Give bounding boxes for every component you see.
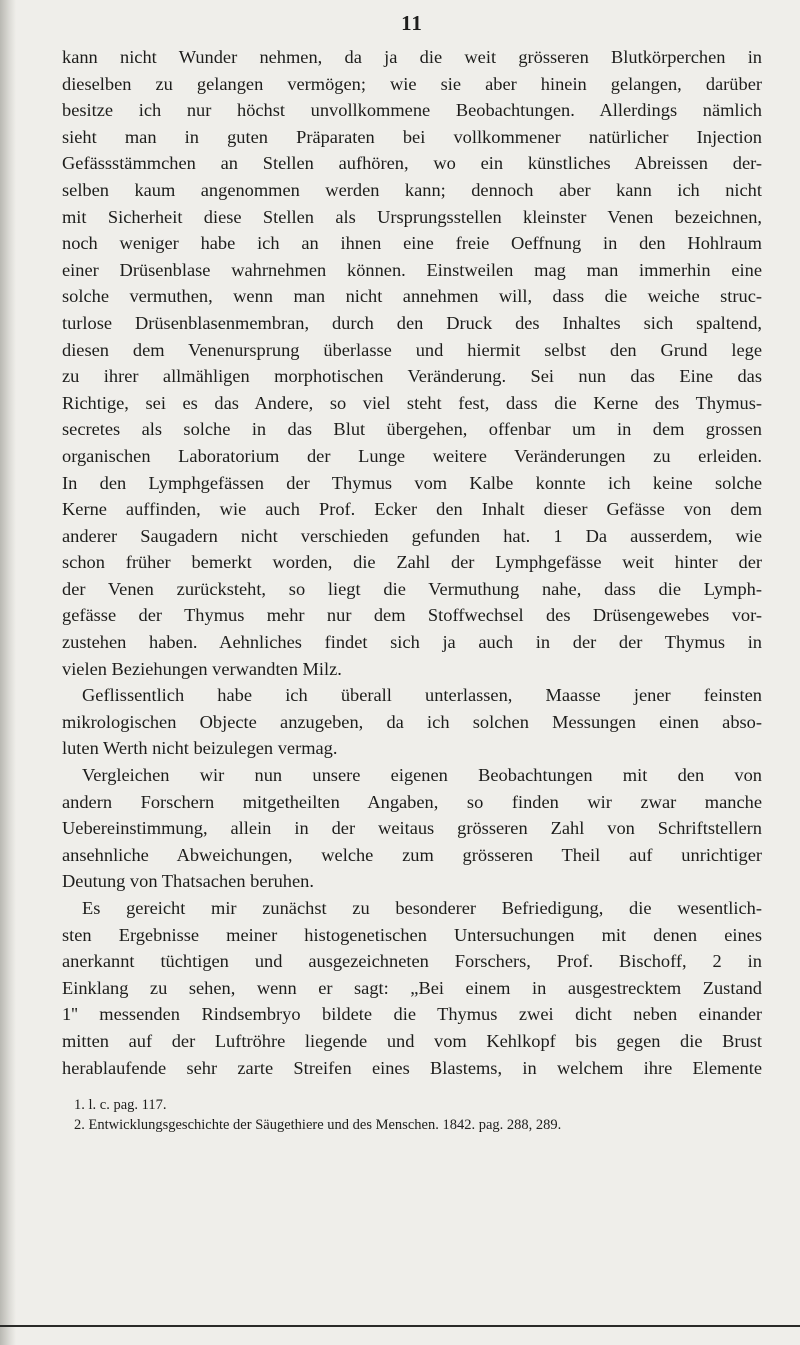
text-line: diesen dem Venenursprung überlasse und hiermit selbst den Grund lege — [62, 339, 762, 360]
text-line: andern Forschern mitgetheilten Angaben, so finden wir zwar manche — [62, 791, 762, 812]
footnotes — [62, 1095, 762, 1135]
text-line: sieht man in guten Präparaten bei vollkommener natürlicher Injection — [62, 126, 762, 147]
text-line: In den Lymphgefässen der Thymus vom Kalbe konnte ich keine solche — [62, 472, 762, 493]
text-line: kann nicht Wunder nehmen, da ja die weit grösseren Blutkörperchen in — [62, 47, 762, 67]
footnote: 1. l. c. pag. 117. — [74, 1097, 167, 1114]
text-line: 1'' messenden Rindsembryo bildete die Thymus zwei dicht neben einander — [62, 1004, 762, 1025]
text-line: ansehnliche Abweichungen, welche zum grösseren Theil auf unrichtiger — [62, 844, 762, 865]
text-line: Geflissentlich habe ich überall unterlassen, Maasse jener feinsten — [82, 685, 762, 706]
text-line: anerkannt tüchtigen und ausgezeichneten Forschers, Prof. Bischoff, 2 in — [62, 951, 762, 972]
text-line: einer Drüsenblase wahrnehmen können. Einstweilen mag man immerhin eine — [62, 259, 762, 280]
text-line: anderer Saugadern nicht verschieden gefunden hat. 1 Da ausserdem, wie — [62, 525, 762, 546]
text-line: mit Sicherheit diese Stellen als Ursprungsstellen kleinster Venen bezeichnen, — [62, 206, 762, 227]
text-line: mitten auf der Luftröhre liegende und vom Kehlkopf bis gegen die Brust — [62, 1030, 762, 1051]
page-number: 11 — [401, 11, 423, 35]
text-line: Uebereinstimmung, allein in der weitaus grösseren Zahl von Schriftstellern — [62, 818, 762, 839]
text-line: Kerne auffinden, wie auch Prof. Ecker den Inhalt dieser Gefässe von dem — [62, 499, 762, 520]
text-line: organischen Laboratorium der Lunge weitere Veränderungen zu erleiden. — [62, 445, 762, 466]
text-line: luten Werth nicht beizulegen vermag. — [62, 738, 338, 759]
text-line: dieselben zu gelangen vermögen; wie sie aber hinein gelangen, darüber — [62, 73, 762, 94]
text-line: gefässe der Thymus mehr nur dem Stoffwechsel des Drüsengewebes vor- — [62, 605, 762, 626]
text-line: Einklang zu sehen, wenn er sagt: „Bei einem in ausgestrecktem Zustand — [62, 977, 762, 998]
book-spine-shadow — [0, 0, 16, 1345]
footnote: 2. Entwicklungsgeschichte der Säugethiere und des Menschen. 1842. pag. 288, 289. — [74, 1117, 562, 1134]
body-text — [62, 44, 762, 1081]
text-line: turlose Drüsenblasenmembran, durch den Druck des Inhaltes sich spaltend, — [62, 312, 762, 333]
text-line: Vergleichen wir nun unsere eigenen Beobachtungen mit den von — [82, 765, 762, 786]
text-line: Deutung von Thatsachen beruhen. — [62, 871, 314, 892]
text-line: besitze ich nur höchst unvollkommene Beobachtungen. Allerdings nämlich — [62, 100, 762, 121]
text-line: herablaufende sehr zarte Streifen eines Blastems, in welchem ihre Elemente — [62, 1057, 762, 1078]
paragraph — [62, 682, 762, 762]
paragraph — [62, 44, 762, 682]
text-line: vielen Beziehungen verwandten Milz. — [62, 658, 342, 679]
text-line: sten Ergebnisse meiner histogenetischen Untersuchungen mit denen eines — [62, 924, 762, 945]
text-line: zustehen haben. Aehnliches findet sich ja auch in der der Thymus in — [62, 632, 762, 653]
text-line: selben kaum angenommen werden kann; dennoch aber kann ich nicht — [62, 179, 762, 200]
text-line: schon früher bemerkt worden, die Zahl der Lymphgefässe weit hinter der — [62, 552, 762, 573]
text-line: secretes als solche in das Blut übergehen, offenbar um in dem grossen — [62, 419, 762, 440]
paragraph — [62, 762, 762, 895]
scan-bottom-edge — [0, 1325, 800, 1327]
text-line: solche vermuthen, wenn man nicht annehmen will, dass die weiche struc- — [62, 286, 762, 307]
text-line: Richtige, sei es das Andere, so viel steht fest, dass die Kerne des Thymus- — [62, 392, 762, 413]
book-page — [62, 8, 762, 1135]
text-line: der Venen zurücksteht, so liegt die Vermuthung nahe, dass die Lymph- — [62, 578, 762, 599]
text-line: zu ihrer allmähligen morphotischen Veränderung. Sei nun das Eine das — [62, 366, 762, 387]
text-line: Es gereicht mir zunächst zu besonderer Befriedigung, die wesentlich- — [82, 898, 762, 918]
paragraph — [62, 895, 762, 1081]
text-line: noch weniger habe ich an ihnen eine freie Oeffnung in den Hohlraum — [62, 233, 762, 254]
text-line: Gefässstämmchen an Stellen aufhören, wo ein künstliches Abreissen der- — [62, 153, 762, 174]
text-line: mikrologischen Objecte anzugeben, da ich solchen Messungen einen abso- — [62, 711, 762, 732]
